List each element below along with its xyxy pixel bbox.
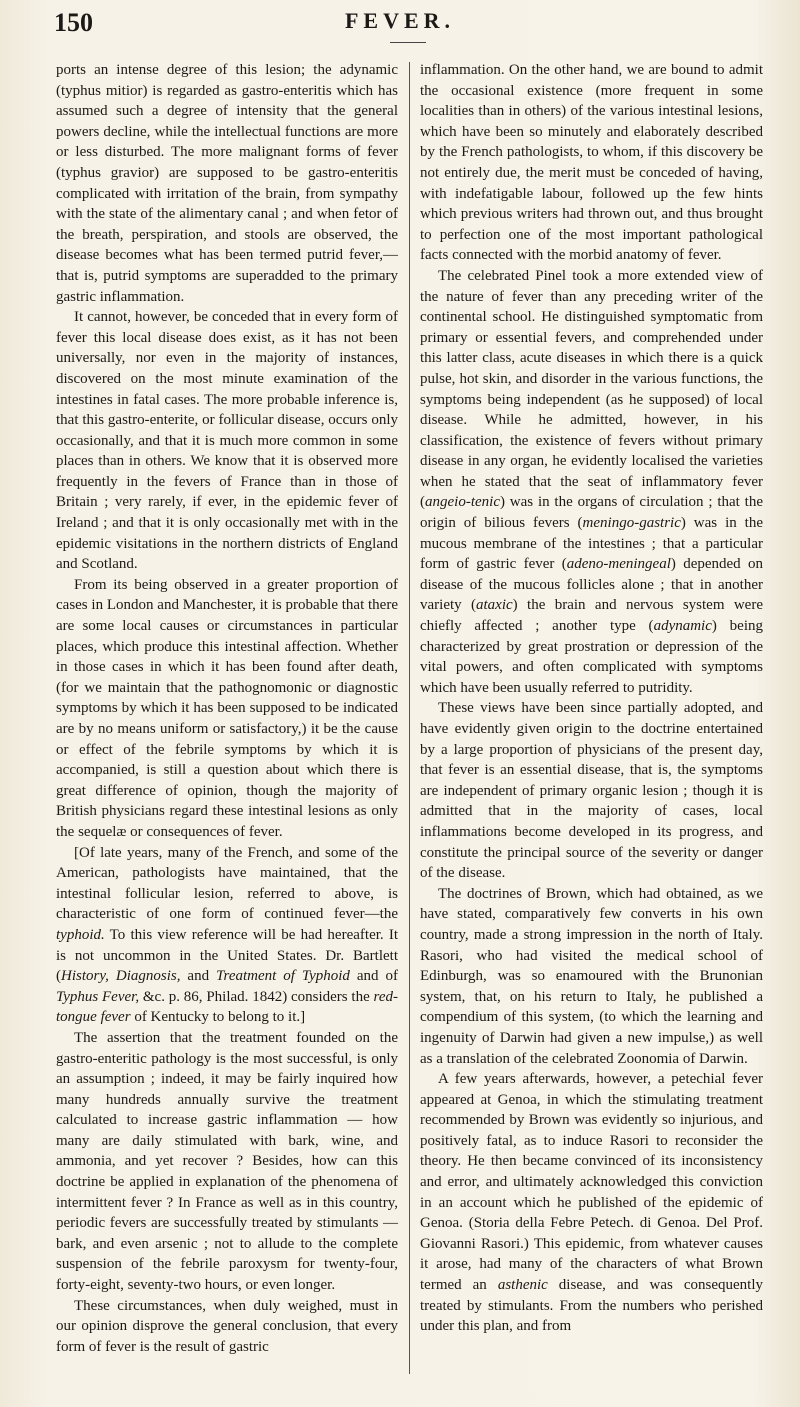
paragraph: From its being observed in a greater proportion of cases in London and Manchester, it is probable that there are some local causes or circumstances in particular places, which produce this intestinal affection. Whether in those cases in which it has been found after death, (for we maintain that the pathognomonic or diagnostic symptoms by which it has been supposed to be indicated are by no means uniform or satisfactory,) it be the cause or effect of the febrile symptoms by which it is accompanied, is still a question about which there is great difference of opinion, though the majority of British physicians regard these intestinal lesions as only the sequelæ or consequences of fever. xyxy=(56,576,398,840)
paragraph: A few years afterwards, however, a petechial fever appeared at Genoa, in which the stimulating treatment recommended by Brown was evidently so injurious, and positively fatal, as to induce Rasori to reconsider the theory. He then became convinced of its inconsistency and error, and ultimately acknowledged this conviction in an account which he published of the epidemic of Genoa. (Storia della Febre Petech. di Genoa. Del Prof. Giovanni Rasori.) This epidemic, from whatever causes it arose, had many of the characters of what Brown termed an asthenic disease, and was consequently treated by stimulants. From the numbers who perished under this plan, and from xyxy=(420,1071,763,1335)
page-number: 150 xyxy=(54,8,93,37)
paragraph: [Of late years, many of the French, and some of the American, pathologists have maintained, that the intestinal follicular lesion, referred to above, is characteristic of one form of continued fever—the typhoid. To this view reference will be had hereafter. It is not uncommon in the United States. Dr. Bartlett (History, Diagnosis, and Treatment of Typhoid and of Typhus Fever, &c. p. 86, Philad. 1842) considers the red-tongue fever of Kentucky to belong to it.] xyxy=(56,844,398,1026)
paragraph: These views have been since partially adopted, and have evidently given origin to the doctrine entertained by a large proportion of physicians of the present day, that fever is an essential disease, that is, the symptoms are independent of primary organic lesion ; though it is admitted that in the majority of cases, local inflammations become developed in its progress, and constitute the principal source of the severity or danger of the disease. xyxy=(420,700,763,882)
paragraph: The doctrines of Brown, which had obtained, as we have stated, comparatively few converts in his own country, made a strong impression in the north of Italy. Rasori, who had visited the medical school of Edinburgh, was so enamoured with the Brunonian system, that, on his return to Italy, he published a compendium of this system, (to which the learning and ingenuity of Darwin had given a new impulse,) as well as a translation of the celebrated Zoonomia of Darwin. xyxy=(420,885,763,1067)
paragraph: ports an intense degree of this lesion; the adynamic (typhus mitior) is regarded as gastro-enteritis which has assumed such a degree of intensity that the general powers decline, while the intellectual functions are more or less disturbed. The more malignant forms of fever (typhus gravior) are supposed to be gastro-enteritis complicated with irritation of the brain, from sympathy with the state of the alimentary canal ; and when fetor of the breath, perspiration, and stools are observed, the disease becomes what has been termed putrid fever,—that is, putrid symptoms are superadded to the primary gastric inflammation. xyxy=(56,62,398,305)
left-column xyxy=(56,60,398,1357)
running-head: FEVER. xyxy=(344,8,456,33)
paragraph: The assertion that the treatment founded on the gastro-enteritic pathology is the most successful, is only an assumption ; indeed, it may be fairly inquired how many hundreds annually survive the treatment calculated to increase gastric inflammation — how many are daily stimulated with bark, wine, and ammonia, and yet recover ? Besides, how can this doctrine be applied in explanation of the phenomena of intermittent fever ? In France as well as in this country, periodic fevers are successfully treated by stimulants — bark, and even arsenic ; not to allude to the complete suspension of the febrile paroxysm for twenty-four, forty-eight, seventy-two hours, or even longer. xyxy=(56,1029,398,1294)
column-divider xyxy=(409,62,410,1374)
paragraph: The celebrated Pinel took a more extended view of the nature of fever than any preceding writer of the continental school. He distinguished symptomatic from primary or essential fevers, and comprehended under this latter class, acute diseases in which there is a quick pulse, hot skin, and disorder in the various functions, the symptoms being independent (as he supposed) of local disease. While he admitted, however, in his classification, the existence of fevers without primary disease in any organ, he evidently localised the varieties when he stated that the seat of inflammatory fever (angeio-tenic) was in the organs of circulation ; that the origin of bilious fevers (meningo-gastric) was in the mucous membrane of the intestines ; that a particular form of gastric fever (adeno-meningeal) depended on disease of the mucous follicles alone ; that in another variety (ataxic) the brain and nervous system were chiefly affected ; another type (adynamic) being characterized by great prostration or depression of the vital powers, and often complicated with symptoms which have been usually referred to putridity. xyxy=(420,267,764,696)
paragraph: It cannot, however, be conceded that in every form of fever this local disease does exist, as it has not been universally, nor even in the majority of instances, discovered on the most minute examination of the intestines in fatal cases. The more probable inference is, that this gastro-enterite, or follicular disease, occurs only occasionally, and that it is much more common in some places than in others. We know that it is observed more frequently in the fevers of France than in those of Britain ; very rarely, if ever, in the epidemic fever of Ireland ; and that it is only occasionally met with in the epidemic visitations in the northern districts of England and Scotland. xyxy=(56,309,398,573)
paragraph: inflammation. On the other hand, we are bound to admit the occasional existence (more frequent in some localities than in others) of the various intestinal lesions, which have been so minutely and elaborately described by the French pathologists, to whom, if this discovery be not entirely due, the merit must be conceded of having, with indefatigable labour, followed up the few hints which previous writers had thrown out, and thus brought to perfection one of the most important pathological facts connected with the morbid anatomy of fever. xyxy=(420,62,763,264)
right-column xyxy=(420,60,763,1337)
paragraph: These circumstances, when duly weighed, must in our opinion disprove the general conclusion, that every form of fever is the result of gastric xyxy=(56,1297,398,1355)
head-ornament-rule xyxy=(390,42,426,43)
